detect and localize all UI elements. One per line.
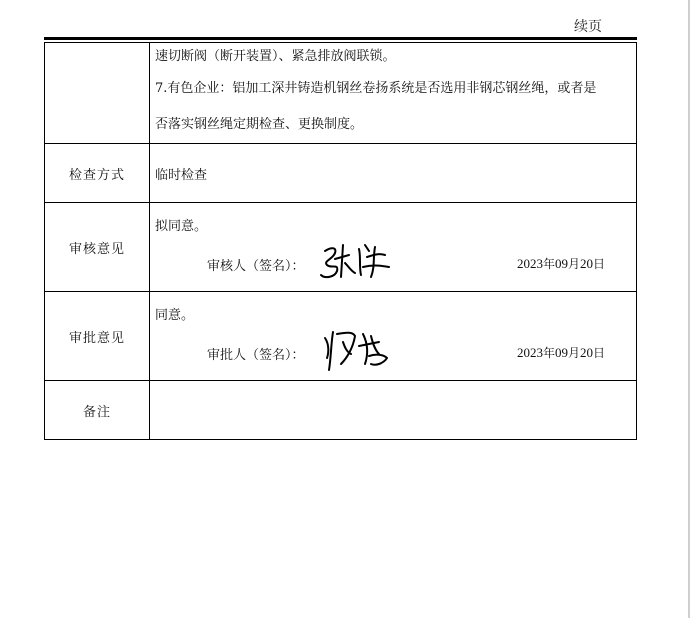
approval-opinion-text: 同意。 bbox=[155, 308, 195, 323]
review-opinion-row bbox=[45, 203, 637, 292]
inspection-method-row bbox=[45, 144, 637, 203]
approval-opinion-label: 审批意见 bbox=[45, 292, 150, 381]
review-opinion-text: 拟同意。 bbox=[155, 219, 208, 234]
approval-opinion-row bbox=[45, 292, 637, 381]
approval-date bbox=[517, 344, 605, 361]
inspection-method-value: 临时检查 bbox=[150, 144, 637, 203]
approval-date-day: 20 bbox=[580, 345, 594, 360]
review-date-day: 20 bbox=[580, 256, 594, 271]
approval-opinion-cell bbox=[150, 292, 637, 381]
review-date-year: 2023 bbox=[517, 256, 543, 271]
content-line: 7.有色企业：铝加工深井铸造机钢丝卷扬系统是否选用非钢芯钢丝绳，或者是 bbox=[155, 81, 597, 96]
date-unit-month: 月 bbox=[568, 257, 581, 271]
content-line: 否落实钢丝绳定期检查、更换制度。 bbox=[155, 117, 364, 132]
approval-date-year: 2023 bbox=[517, 345, 543, 360]
inspection-method-label: 检查方式 bbox=[45, 144, 150, 203]
review-opinion-cell bbox=[150, 203, 637, 292]
remarks-row bbox=[45, 381, 637, 440]
review-date-month: 09 bbox=[555, 256, 569, 271]
approver-signature-label: 审批人（签名）： bbox=[207, 348, 305, 363]
date-unit-year: 年 bbox=[543, 346, 556, 360]
review-date bbox=[517, 255, 605, 272]
content-text-cell bbox=[150, 43, 637, 144]
remarks-value bbox=[150, 381, 637, 440]
reviewer-signature bbox=[315, 237, 395, 283]
content-row bbox=[45, 43, 637, 144]
approval-date-month: 09 bbox=[555, 345, 569, 360]
content-row-label-cell bbox=[45, 43, 150, 144]
continued-page-label: 续页 bbox=[574, 19, 602, 35]
reviewer-signature-label: 审核人（签名）： bbox=[207, 259, 305, 274]
date-unit-month: 月 bbox=[568, 346, 581, 360]
content-line: 速切断阀（断开装置）、紧急排放阀联锁。 bbox=[155, 49, 396, 64]
date-unit-day: 日 bbox=[593, 257, 606, 271]
date-unit-year: 年 bbox=[543, 257, 556, 271]
remarks-label: 备注 bbox=[45, 381, 150, 440]
approver-signature bbox=[319, 324, 399, 374]
header-rule-thick bbox=[44, 37, 637, 40]
review-opinion-label: 审核意见 bbox=[45, 203, 150, 292]
date-unit-day: 日 bbox=[593, 346, 606, 360]
inspection-form-table bbox=[44, 42, 637, 440]
